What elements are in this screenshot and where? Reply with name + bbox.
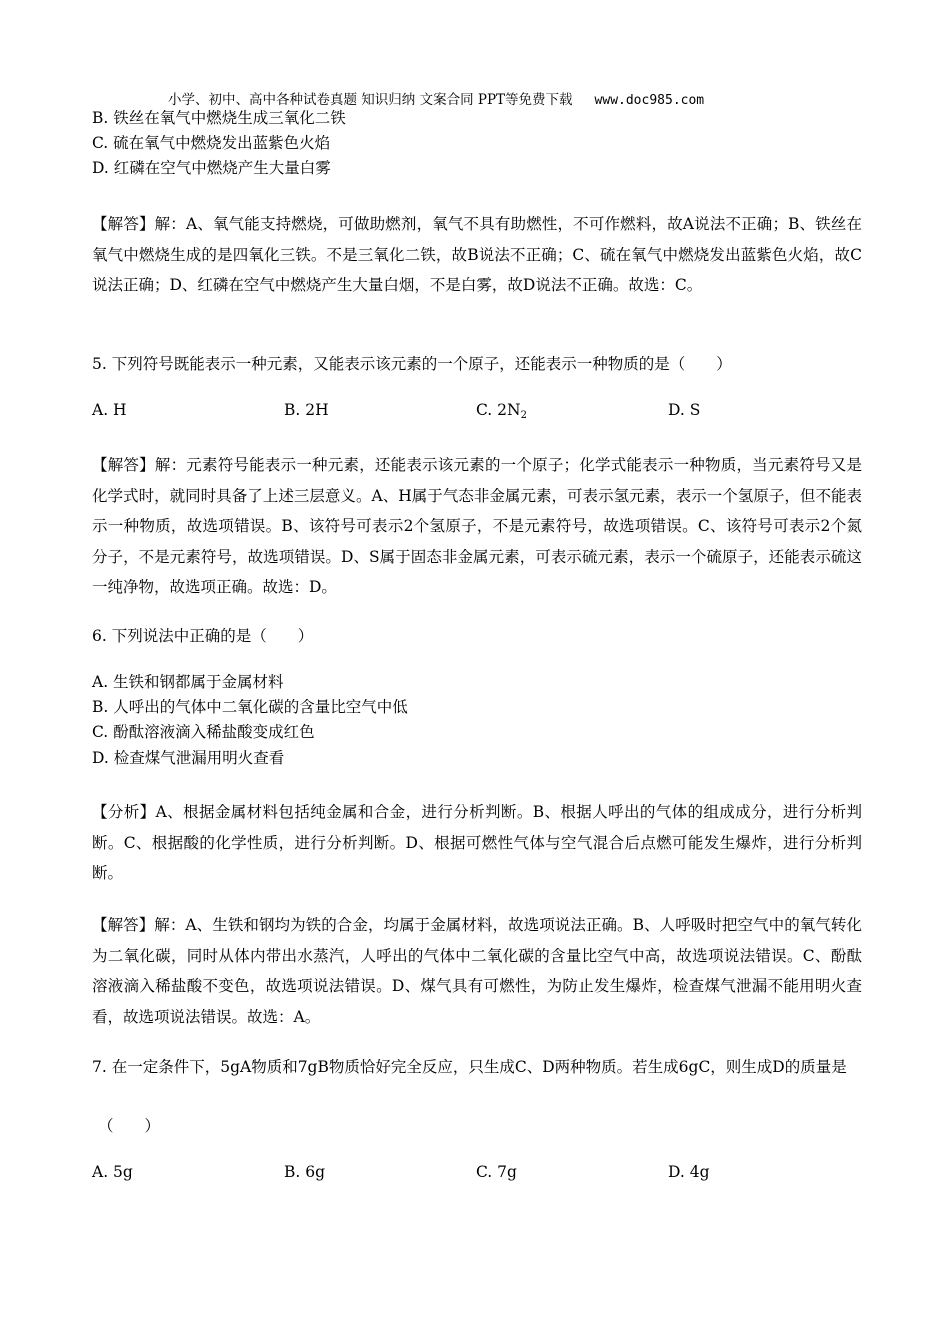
q6-option-d: D. 检查煤气泄漏用明火查看 xyxy=(92,749,285,767)
q4-option-b: B. 铁丝在氧气中燃烧生成三氧化二铁 xyxy=(92,109,346,127)
q6-answer: 【解答】解：A、生铁和钢均为铁的合金，均属于金属材料，故选项说法正确。B、人呼吸时把空气中的氧气转化为二氧化碳，同时从体内带出水蒸汽，人呼出的气体中二氧化碳的含量比空气中高，故选项说法错误。C、酚酞溶液滴入稀盐酸不变色，故选项说法错误。D、煤气具有可燃性，为防止发生爆炸，检查煤气泄漏不能用明火查看，故选项说法错误。故选：A。 xyxy=(92,916,862,1026)
q5-option-c-text: C. 2N xyxy=(476,401,521,419)
q6-analysis: 【分析】A、根据金属材料包括纯金属和合金，进行分析判断。B、根据人呼出的气体的组成成分，进行分析判断。C、根据酸的化学性质，进行分析判断。D、根据可燃性气体与空气混合后点燃可能发生爆炸，进行分析判断。 xyxy=(92,803,862,882)
q4-option-c: C. 硫在氧气中燃烧发出蓝紫色火焰 xyxy=(92,134,331,152)
q7-question: 7. 在一定条件下，5gA物质和7gB物质恰好完全反应，只生成C、D两种物质。若生成6gC，则生成D的质量是 xyxy=(92,1058,847,1076)
q5-answer: 【解答】解：元素符号能表示一种元素，还能表示该元素的一个原子；化学式能表示一种物质，当元素符号又是化学式时，就同时具备了上述三层意义。A、H属于气态非金属元素，可表示氢元素，表示一个氢原子，但不能表示一种物质，故选项错误。B、该符号可表示2个氢原子，不是元素符号，故选项错误。C、该符号可表示2个氮分子，不是元素符号，故选项错误。D、S属于固态非金属元素，可表示硫元素，表示一个硫原子，还能表示硫这一纯净物，故选项正确。故选：D。 xyxy=(92,456,862,596)
q7-answer-paren: （ ） xyxy=(98,1117,161,1135)
q7-option-d: D. 4g xyxy=(668,1163,710,1181)
q7-options xyxy=(92,1159,862,1185)
q5-question: 5. 下列符号既能表示一种元素，又能表示该元素的一个原子，还能表示一种物质的是（ ） xyxy=(92,355,732,373)
header-text: 小学、初中、高中各种试卷真题 知识归纳 文案合同 PPT等免费下载 xyxy=(168,92,573,108)
q5-options xyxy=(92,397,862,423)
header-site: www.doc985.com xyxy=(594,93,705,108)
q5-option-c xyxy=(476,397,527,429)
q4-option-d: D. 红磷在空气中燃烧产生大量白雾 xyxy=(92,159,331,177)
q5-option-d: D. S xyxy=(668,401,701,419)
q6-option-a: A. 生铁和钢都属于金属材料 xyxy=(92,673,284,691)
q4-answer: 【解答】解：A、氧气能支持燃烧，可做助燃剂，氧气不具有助燃性，不可作燃料，故A说法不正确；B、铁丝在氧气中燃烧生成的是四氧化三铁。不是三氧化二铁，故B说法不正确；C、硫在氧气中燃烧发出蓝紫色火焰，故C说法正确；D、红磷在空气中燃烧产生大量白烟，不是白雾，故D说法不正确。故选：C。 xyxy=(92,215,862,294)
q5-option-c-subscript: 2 xyxy=(520,410,527,421)
q6-option-c: C. 酚酞溶液滴入稀盐酸变成红色 xyxy=(92,723,315,741)
q7-option-a: A. 5g xyxy=(92,1163,133,1181)
q7-option-b: B. 6g xyxy=(284,1163,326,1181)
q5-option-a: A. H xyxy=(92,401,127,419)
q6-question: 6. 下列说法中正确的是（ ） xyxy=(92,627,314,645)
q6-option-b: B. 人呼出的气体中二氧化碳的含量比空气中低 xyxy=(92,698,408,716)
q7-option-c: C. 7g xyxy=(476,1163,517,1181)
q5-option-b: B. 2H xyxy=(284,401,329,419)
